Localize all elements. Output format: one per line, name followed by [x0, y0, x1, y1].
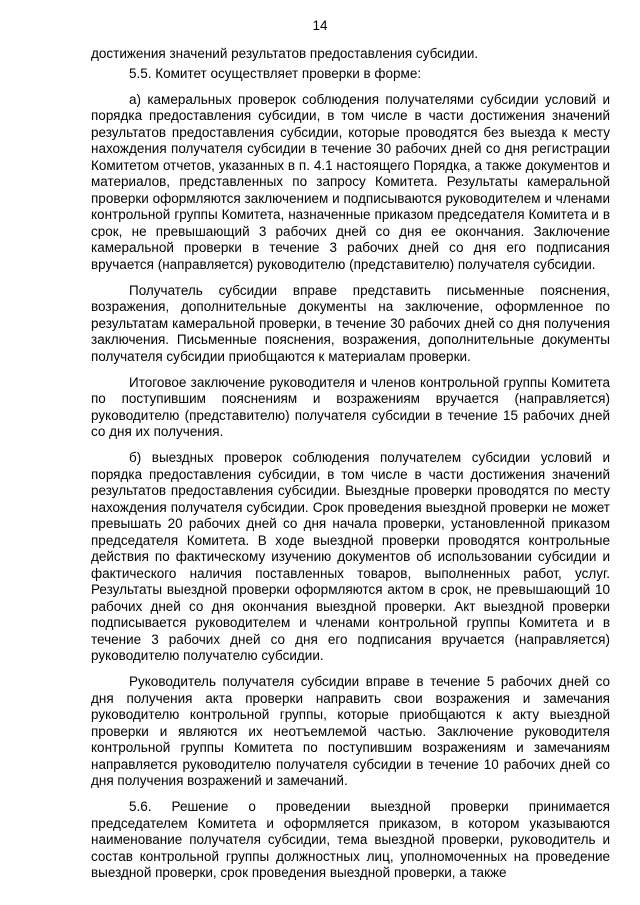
paragraph-5-6: 5.6. Решение о проведении выездной проверки принимается председателем Комитета и оформляется приказом, в котором указываются наименование получателя субсидии, тема выездной проверки, руководитель и состав контрольной группы должностных лиц, уполномоченных на проведение выездной проверки, срок проведения выездной проверки, а также: [91, 799, 610, 880]
paragraph-desk-audits: а) камеральных проверок соблюдения получателями субсидии условий и порядка предоставления субсидии, в том числе в части достижения значений результатов предоставления субсидии, которые проводятся без выезда к месту нахождения получателя субсидии в течение 30 рабочих дней со дня регистрации Комитетом отчетов, указанных в п. 4.1 настоящего Порядка, а также документов и материалов, представленных по запросу Комитета. Результаты камеральной проверки оформляются заключением и подписываются руководителем и членами контрольной группы Комитета, назначенные приказом председателя Комитета и в срок, не превышающий 3 рабочих дней со дня ее окончания. Заключение камеральной проверки в течение 3 рабочих дней со дня его подписания вручается (направляется) руководителю (представителю) получателя субсидии.: [91, 91, 610, 272]
paragraph-final-conclusion: Итоговое заключение руководителя и членов контрольной группы Комитета по поступившим пояснениям и возражениям вручается (направляется) руководителю (представителю) получателя субсидии в течение 15 рабочих дней со дня их получения.: [91, 374, 610, 439]
paragraph-continuation: достижения значений результатов предоставления субсидии.: [91, 46, 479, 61]
document-body: [91, 46, 610, 882]
page-number: 14: [312, 18, 328, 33]
paragraph-recipient-explanations: Получатель субсидии вправе представить письменные пояснения, возражения, дополнительные документы на заключение, оформленное по результатам камеральной проверки, в течение 30 рабочих дней со дня получения заключения. Письменные пояснения, возражения, дополнительные документы получателя субсидии приобщаются к материалам проверки.: [91, 282, 610, 364]
paragraph-recipient-objections: Руководитель получателя субсидии вправе в течение 5 рабочих дней со дня получения акта проверки направить свои возражения и замечания руководителю контрольной группы, которые приобщаются к акту выездной проверки и являются их неотъемлемой частью. Заключение руководителя контрольной группы Комитета по поступившим возражениям и замечаниям направляется руководителю получателя субсидии в течение 10 рабочих дней со дня получения возражений и замечаний.: [91, 674, 610, 788]
paragraph-field-audits: б) выездных проверок соблюдения получателем субсидии условий и порядка предоставления субсидии, в том числе в части достижения значений результатов предоставления субсидии. Выездные проверки проводятся по месту нахождения получателя субсидии. Срок проведения выездной проверки не может превышать 20 рабочих дней со дня начала проверки, установленной приказом председателя Комитета. В ходе выездной проверки проводятся контрольные действия по фактическому изучению документов об использовании субсидии и фактического наличия поставленных товаров, выполненных работ, услуг. Результаты выездной проверки оформляются актом в срок, не превышающий 10 рабочих дней со дня окончания выездной проверки. Акт выездной проверки подписывается руководителем и членами контрольной группы Комитета и в течение 3 рабочих дней со дня его подписания вручается (направляется) руководителю получателю субсидии.: [91, 450, 610, 663]
paragraph-5-5: 5.5. Комитет осуществляет проверки в форме:: [129, 65, 422, 81]
